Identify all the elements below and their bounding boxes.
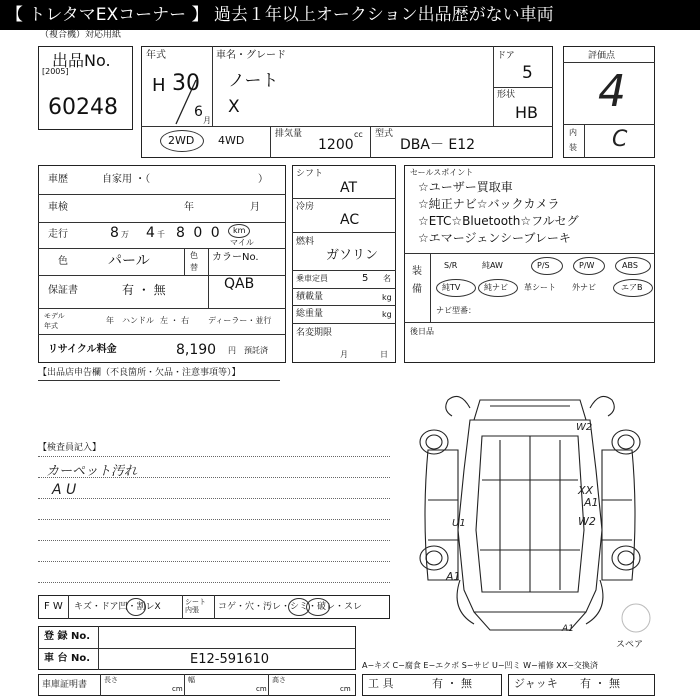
defect-circle-3 (306, 598, 330, 616)
mileage-label: 走行 (48, 229, 68, 240)
inspection-label: 車検 (48, 202, 68, 213)
year-value: 30 (172, 71, 200, 96)
equip-aw: 純AW (482, 261, 503, 270)
equipment-label-1: 装 (412, 266, 422, 277)
inspector-label: 【検査員記入】 (38, 443, 102, 453)
color-label: 色 (58, 256, 68, 267)
mark-a1-right: A1 (584, 496, 599, 509)
displacement-label: 排気量 (275, 129, 303, 139)
cert-height-unit: cm (340, 685, 351, 693)
inspector-note-1: カーペット汚れ (46, 464, 138, 479)
defect-exterior: キズ・ドア凹・割レX (74, 602, 161, 612)
capacity-label: 乗車定員 (296, 274, 328, 283)
tools-value: 有 ・ 無 (432, 677, 472, 690)
page-banner: 【 トレタマEXコーナー 】 過去１年以上オークション出品歴がない車両 (0, 0, 700, 30)
interior-label-2: 装 (569, 143, 577, 152)
year-label: 年式 (146, 50, 166, 61)
cert-label: 車庫証明書 (42, 680, 88, 690)
gross-unit: kg (382, 310, 392, 319)
defect-interior: コゲ・穴・汚レ・シミ・破レ・スレ (218, 602, 363, 612)
mark-w2-top: W2 (576, 422, 593, 433)
model-grade: X (228, 97, 240, 117)
type-label: 型式 (375, 129, 394, 139)
warranty-value: 有 ・ 無 (122, 283, 166, 297)
color-code-label: カラーNo. (212, 252, 259, 263)
mileage-rest: 8 0 0 (176, 225, 222, 241)
declaration-label: 【出品店申告欄（不良箇所・欠品・注意事項等）】 (38, 368, 241, 378)
mileage-mile: マイル (230, 238, 254, 247)
mileage-man: 8 (110, 225, 119, 241)
defect-circle-1 (126, 598, 146, 616)
inspection-month: 月 (250, 202, 260, 213)
interior-value: C (612, 127, 628, 152)
type-value: DBA－ E12 (400, 137, 476, 153)
equip-pw: P/W (579, 261, 595, 270)
displacement-value: 1200 (318, 137, 354, 153)
defect-legend: A−キズ C−腐食 E−エクボ S−サビ U−凹ミ W−補修 XX−交換済 (362, 661, 598, 670)
spare-label: スペア (616, 640, 644, 650)
lot-number: 60248 (48, 95, 118, 120)
displacement-unit: cc (354, 130, 363, 139)
memo-label: 後日品 (410, 327, 434, 336)
color-code-value: QAB (224, 276, 255, 292)
equip-navi: 純ナビ (484, 283, 508, 292)
cooling-value: AC (340, 212, 360, 228)
inspector-note-2: A U (52, 482, 77, 498)
fuel-value: ガソリン (326, 248, 379, 263)
mileage-man-unit: 万 (121, 230, 129, 239)
mileage-sen: 4 (146, 225, 155, 241)
mileage-sen-unit: 千 (157, 230, 165, 239)
equip-ps: P/S (537, 261, 550, 270)
mark-a1-left: A1 (446, 570, 461, 583)
registration-label: 登 録 No. (44, 631, 91, 642)
name-change-label: 名変期限 (296, 328, 333, 338)
dealer-label: ディーラー・並行 (208, 316, 272, 325)
defect-seat: シート 内張 (185, 598, 206, 614)
equipment-label-2: 備 (412, 284, 422, 295)
mark-xx: XX (578, 484, 594, 497)
chassis-value: E12-591610 (190, 652, 270, 667)
equip-leather: 革シート (524, 283, 556, 292)
drive-2wd: 2WD (168, 134, 195, 147)
header-note: （複合機）対応用紙 (40, 30, 122, 40)
lot-label: 出品No. (52, 51, 111, 70)
sales-points-label: セールスポイント (410, 168, 474, 177)
score-value: 4 (598, 66, 626, 117)
shift-value: AT (340, 180, 358, 196)
history-close: ） (258, 174, 268, 185)
year-era: H (152, 75, 166, 96)
model-name: ノート (228, 71, 279, 91)
score-label: 評価点 (588, 51, 616, 61)
handle-label: ハンドル (122, 316, 154, 325)
sales-point-3: ☆ETC☆Bluetooth☆フルセグ (418, 214, 579, 228)
handle-value: 左 ・ 右 (160, 316, 190, 325)
load-unit: kg (382, 293, 392, 302)
year-slash (170, 78, 200, 128)
history-label: 車歴 (48, 174, 68, 185)
defect-fw: F W (44, 601, 63, 612)
cert-long-unit: cm (172, 685, 183, 693)
color-value: パール (108, 253, 150, 269)
load-label: 積載量 (296, 292, 324, 302)
car-damage-diagram (400, 380, 660, 660)
navi-model-label: ナビ型番： (436, 306, 476, 315)
model-year-label-2: 年式 (44, 322, 58, 330)
year-month: 6 (194, 104, 203, 120)
color-change-2: 替 (190, 263, 198, 272)
cert-width: 幅 (188, 676, 195, 684)
warranty-label: 保証書 (48, 285, 78, 296)
recycle-label: リサイクル料金 (48, 344, 117, 355)
recycle-note: 預託済 (244, 346, 268, 355)
cert-long: 長さ (104, 676, 118, 684)
cooling-label: 冷房 (296, 202, 315, 212)
equip-abs: ABS (622, 261, 638, 270)
shape-value: HB (515, 103, 539, 122)
equip-sr: S/R (444, 261, 458, 270)
shift-label: シフト (296, 169, 324, 179)
sales-point-2: ☆純正ナビ☆バックカメラ (418, 197, 560, 211)
fuel-label: 燃料 (296, 237, 315, 247)
cert-width-unit: cm (256, 685, 267, 693)
sales-point-4: ☆エマージェンシーブレーキ (418, 231, 571, 245)
lot-code: [2005] (42, 67, 69, 76)
drive-4wd: 4WD (218, 134, 245, 147)
mark-a1-bottom: A1 (562, 624, 574, 634)
capacity-value: 5 (362, 273, 369, 284)
chassis-label: 車 台 No. (44, 653, 91, 664)
jack-value: 有 ・ 無 (580, 677, 620, 690)
gross-label: 総重量 (296, 309, 324, 319)
tools-label: 工 具 (368, 677, 394, 690)
color-change-1: 色 (190, 251, 198, 260)
year-month-unit: 月 (203, 116, 211, 125)
recycle-value: 8,190 (176, 342, 217, 358)
equip-ext-navi: 外ナビ (572, 283, 596, 292)
jack-label: ジャッキ (514, 677, 558, 690)
equip-tv: 純TV (442, 283, 461, 292)
doors-label: ドア (497, 51, 515, 61)
model-year-label-1: モデル (44, 312, 65, 320)
sales-point-1: ☆ユーザー買取車 (418, 180, 513, 194)
history-value: 自家用 ・（ (102, 174, 151, 185)
mark-u1: U1 (452, 518, 466, 529)
name-change-day: 日 (380, 350, 388, 359)
mark-w2-right: W2 (578, 515, 596, 528)
capacity-unit: 名 (383, 274, 391, 283)
inspection-year: 年 (184, 202, 194, 213)
name-change-month: 月 (340, 350, 348, 359)
model-year-year: 年 (106, 316, 114, 325)
recycle-unit: 円 (228, 346, 236, 355)
cert-height: 高さ (272, 676, 286, 684)
mileage-km: km (233, 226, 246, 235)
doors-value: 5 (522, 63, 533, 83)
interior-label-1: 内 (569, 128, 577, 137)
equip-airbag: エアB (621, 283, 643, 292)
model-label: 車名・グレード (216, 50, 286, 61)
shape-label: 形状 (497, 90, 516, 100)
